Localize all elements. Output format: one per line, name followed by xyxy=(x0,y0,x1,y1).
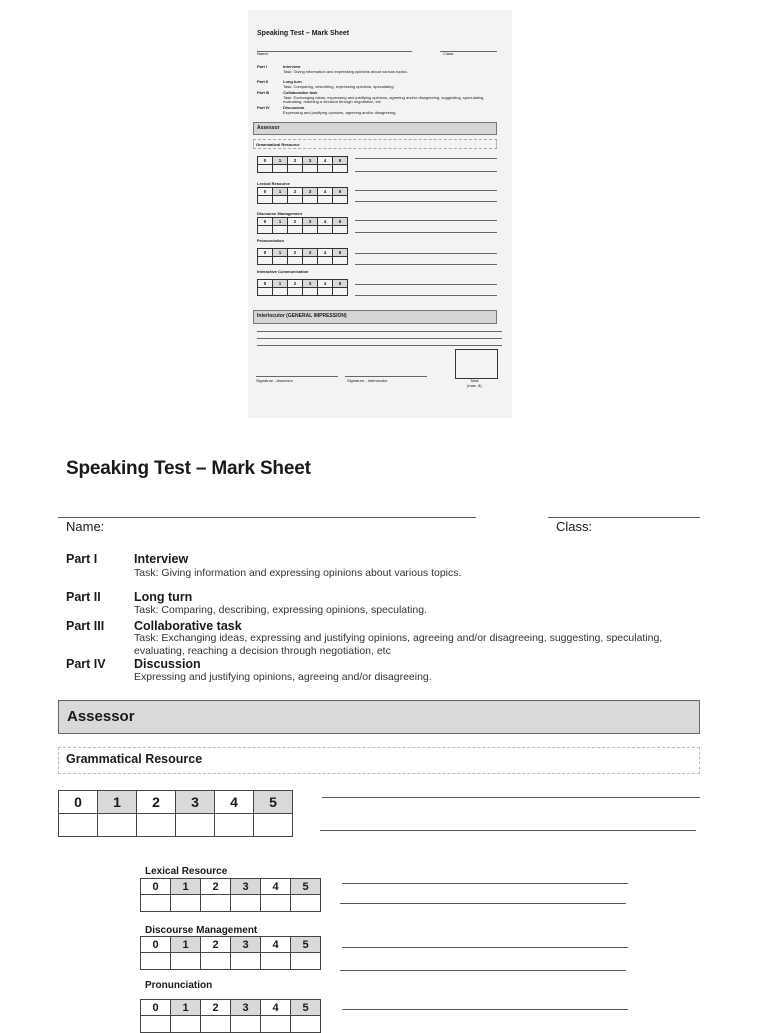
grammatical-resource-label: Grammatical Resource xyxy=(58,747,700,774)
score-mark-cell[interactable] xyxy=(261,895,291,912)
lexical-resource-score-grid xyxy=(140,878,321,912)
page-title: Speaking Test – Mark Sheet xyxy=(66,458,311,479)
lexical-resource-label: Lexical Resource xyxy=(145,866,228,877)
thumb-interlocutor-bar: Interlocutor (GENERAL IMPRESSION) xyxy=(253,310,497,324)
part-task: Task: Comparing, describing, expressing opinions, speculating. xyxy=(134,604,427,616)
score-1[interactable]: 1 xyxy=(171,879,201,895)
thumb-signature-interlocutor: Signature - Interlocutor xyxy=(347,378,388,383)
score-mark-cell[interactable] xyxy=(59,814,98,837)
score-0[interactable]: 0 xyxy=(141,1000,171,1016)
part-label: Part I xyxy=(66,552,98,566)
comment-line[interactable] xyxy=(340,903,626,904)
thumb-part-task: Task: Comparing, describing, expressing opinions, speculating. xyxy=(283,84,395,89)
thumb-comment-line xyxy=(355,284,497,285)
thumb-signature-line xyxy=(256,376,338,377)
comment-line[interactable] xyxy=(322,797,700,798)
score-1[interactable]: 1 xyxy=(98,791,137,814)
thumb-comment-line xyxy=(257,331,502,332)
part-label: Part III xyxy=(66,619,105,633)
part-task: Task: Giving information and expressing opinions about various topics. xyxy=(134,567,462,579)
score-5[interactable]: 5 xyxy=(254,791,293,814)
score-5[interactable]: 5 xyxy=(291,879,321,895)
part-heading: Collaborative task xyxy=(134,619,242,633)
comment-line[interactable] xyxy=(340,970,626,971)
comment-line[interactable] xyxy=(320,830,696,831)
score-0[interactable]: 0 xyxy=(59,791,98,814)
score-2[interactable]: 2 xyxy=(201,879,231,895)
thumb-part-heading: Long turn xyxy=(283,79,302,84)
score-mark-cell[interactable] xyxy=(141,1016,171,1033)
thumb-comment-line xyxy=(355,264,497,265)
thumb-part-heading: Collaborative task xyxy=(283,90,318,95)
score-mark-cell[interactable] xyxy=(176,814,215,837)
name-underline xyxy=(58,517,476,518)
thumb-score-grid: 0 1 2 3 4 5 xyxy=(257,279,348,296)
thumb-comment-line xyxy=(355,171,497,172)
thumb-part-label: Part II xyxy=(257,79,269,84)
thumb-part-task: Task: Giving information and expressing opinions about various topics. xyxy=(283,69,408,74)
score-mark-cell[interactable] xyxy=(231,953,261,970)
score-mark-cell[interactable] xyxy=(171,953,201,970)
thumb-class-line xyxy=(440,51,497,52)
score-mark-cell[interactable] xyxy=(291,1016,321,1033)
part-task: Expressing and justifying opinions, agreeing and/or disagreeing. xyxy=(134,671,432,683)
thumb-score-grid: 0 1 2 3 4 5 xyxy=(257,156,348,173)
thumb-criterion-label: Pronunciation xyxy=(257,238,284,243)
score-mark-cell[interactable] xyxy=(254,814,293,837)
score-3[interactable]: 3 xyxy=(176,791,215,814)
thumb-comment-line xyxy=(355,253,497,254)
part-heading: Long turn xyxy=(134,590,193,604)
score-3[interactable]: 3 xyxy=(231,879,261,895)
score-mark-cell[interactable] xyxy=(141,895,171,912)
score-5[interactable]: 5 xyxy=(291,937,321,953)
comment-line[interactable] xyxy=(342,1009,628,1010)
score-0[interactable]: 0 xyxy=(141,937,171,953)
mark-sheet-thumbnail xyxy=(248,10,512,418)
thumb-comment-line xyxy=(355,232,497,233)
thumb-score-grid: 0 1 2 3 4 5 xyxy=(257,217,348,234)
thumb-comment-line xyxy=(355,201,497,202)
thumb-part-label: Part I xyxy=(257,64,268,69)
score-2[interactable]: 2 xyxy=(137,791,176,814)
score-mark-cell[interactable] xyxy=(231,895,261,912)
score-mark-cell[interactable] xyxy=(98,814,137,837)
thumb-criterion-label: Grammatical Resource xyxy=(253,139,497,149)
thumb-title: Speaking Test – Mark Sheet xyxy=(257,30,350,37)
part-label: Part IV xyxy=(66,657,106,671)
score-mark-cell[interactable] xyxy=(261,1016,291,1033)
thumb-part-task: Expressing and justifying opinions, agreeing and/or disagreeing. xyxy=(283,110,397,115)
thumb-class-label: Class: xyxy=(443,51,455,56)
score-3[interactable]: 3 xyxy=(231,937,261,953)
score-mark-cell[interactable] xyxy=(215,814,254,837)
score-4[interactable]: 4 xyxy=(261,879,291,895)
thumb-part-heading: Discussion xyxy=(283,105,305,110)
thumb-name-line xyxy=(257,51,412,52)
class-underline xyxy=(548,517,700,518)
part-label: Part II xyxy=(66,590,101,604)
thumb-signature-assessor: Signature - Assessor xyxy=(256,378,293,383)
pronunciation-label: Pronunciation xyxy=(145,980,213,991)
thumb-comment-line xyxy=(355,220,497,221)
score-2[interactable]: 2 xyxy=(201,1000,231,1016)
discourse-management-score-grid xyxy=(140,936,321,970)
thumb-comment-line xyxy=(355,295,497,296)
thumb-comment-line xyxy=(257,338,502,339)
score-4[interactable]: 4 xyxy=(261,937,291,953)
discourse-management-label: Discourse Management xyxy=(145,925,258,936)
thumb-name-label: Name: xyxy=(257,51,269,56)
thumb-total-max: (max. 8) xyxy=(467,383,482,388)
thumb-part-heading: Interview xyxy=(283,64,301,69)
thumb-part-task: Task: Exchanging ideas, expressing and justifying opinions, agreeing and/or disagreeing, suggesting, speculating, xyxy=(283,95,485,100)
class-label: Class: xyxy=(556,519,593,534)
score-mark-cell[interactable] xyxy=(291,953,321,970)
score-mark-cell[interactable] xyxy=(171,1016,201,1033)
score-mark-cell[interactable] xyxy=(231,1016,261,1033)
comment-line[interactable] xyxy=(342,947,628,948)
score-5[interactable]: 5 xyxy=(291,1000,321,1016)
score-mark-cell[interactable] xyxy=(137,814,176,837)
score-3[interactable]: 3 xyxy=(231,1000,261,1016)
score-2[interactable]: 2 xyxy=(201,937,231,953)
thumb-comment-line xyxy=(355,158,497,159)
grammatical-resource-score-grid xyxy=(58,790,293,837)
name-label: Name: xyxy=(66,519,105,534)
score-4[interactable]: 4 xyxy=(261,1000,291,1016)
thumb-total-label: Total xyxy=(470,378,479,383)
score-mark-cell[interactable] xyxy=(171,895,201,912)
pronunciation-score-grid xyxy=(140,999,321,1033)
thumb-total-box xyxy=(455,349,498,379)
part-heading: Interview xyxy=(134,552,189,566)
thumb-signature-line xyxy=(345,376,427,377)
score-mark-cell[interactable] xyxy=(201,1016,231,1033)
thumb-assessor-bar: Assessor xyxy=(253,122,497,135)
score-1[interactable]: 1 xyxy=(171,937,201,953)
thumb-score-grid: 0 1 2 3 4 5 xyxy=(257,248,348,265)
score-0[interactable]: 0 xyxy=(141,879,171,895)
thumb-comment-line xyxy=(355,190,497,191)
part-task: Task: Exchanging ideas, expressing and justifying opinions, agreeing and/or disagreeing, suggesting, speculating, xyxy=(134,632,663,644)
thumb-score-grid: 0 1 2 3 4 5 xyxy=(257,187,348,204)
score-mark-cell[interactable] xyxy=(201,895,231,912)
score-1[interactable]: 1 xyxy=(171,1000,201,1016)
score-mark-cell[interactable] xyxy=(201,953,231,970)
comment-line[interactable] xyxy=(342,883,628,884)
score-mark-cell[interactable] xyxy=(141,953,171,970)
thumb-comment-line xyxy=(257,345,502,346)
score-mark-cell[interactable] xyxy=(261,953,291,970)
thumb-criterion-label: Lexical Resource xyxy=(257,181,290,186)
part-task: evaluating, reaching a decision through negotiation, etc xyxy=(134,645,391,657)
part-heading: Discussion xyxy=(134,657,201,671)
score-4[interactable]: 4 xyxy=(215,791,254,814)
thumb-criterion-label: Interactive Communication xyxy=(257,269,309,274)
score-mark-cell[interactable] xyxy=(291,895,321,912)
assessor-section-header: Assessor xyxy=(58,700,700,734)
thumb-part-label: Part III xyxy=(257,90,270,95)
thumb-part-label: Part IV xyxy=(257,105,270,110)
thumb-criterion-label: Discourse Management xyxy=(257,211,302,216)
thumb-part-task: evaluating, reaching a decision through negotiation, etc xyxy=(283,99,381,104)
